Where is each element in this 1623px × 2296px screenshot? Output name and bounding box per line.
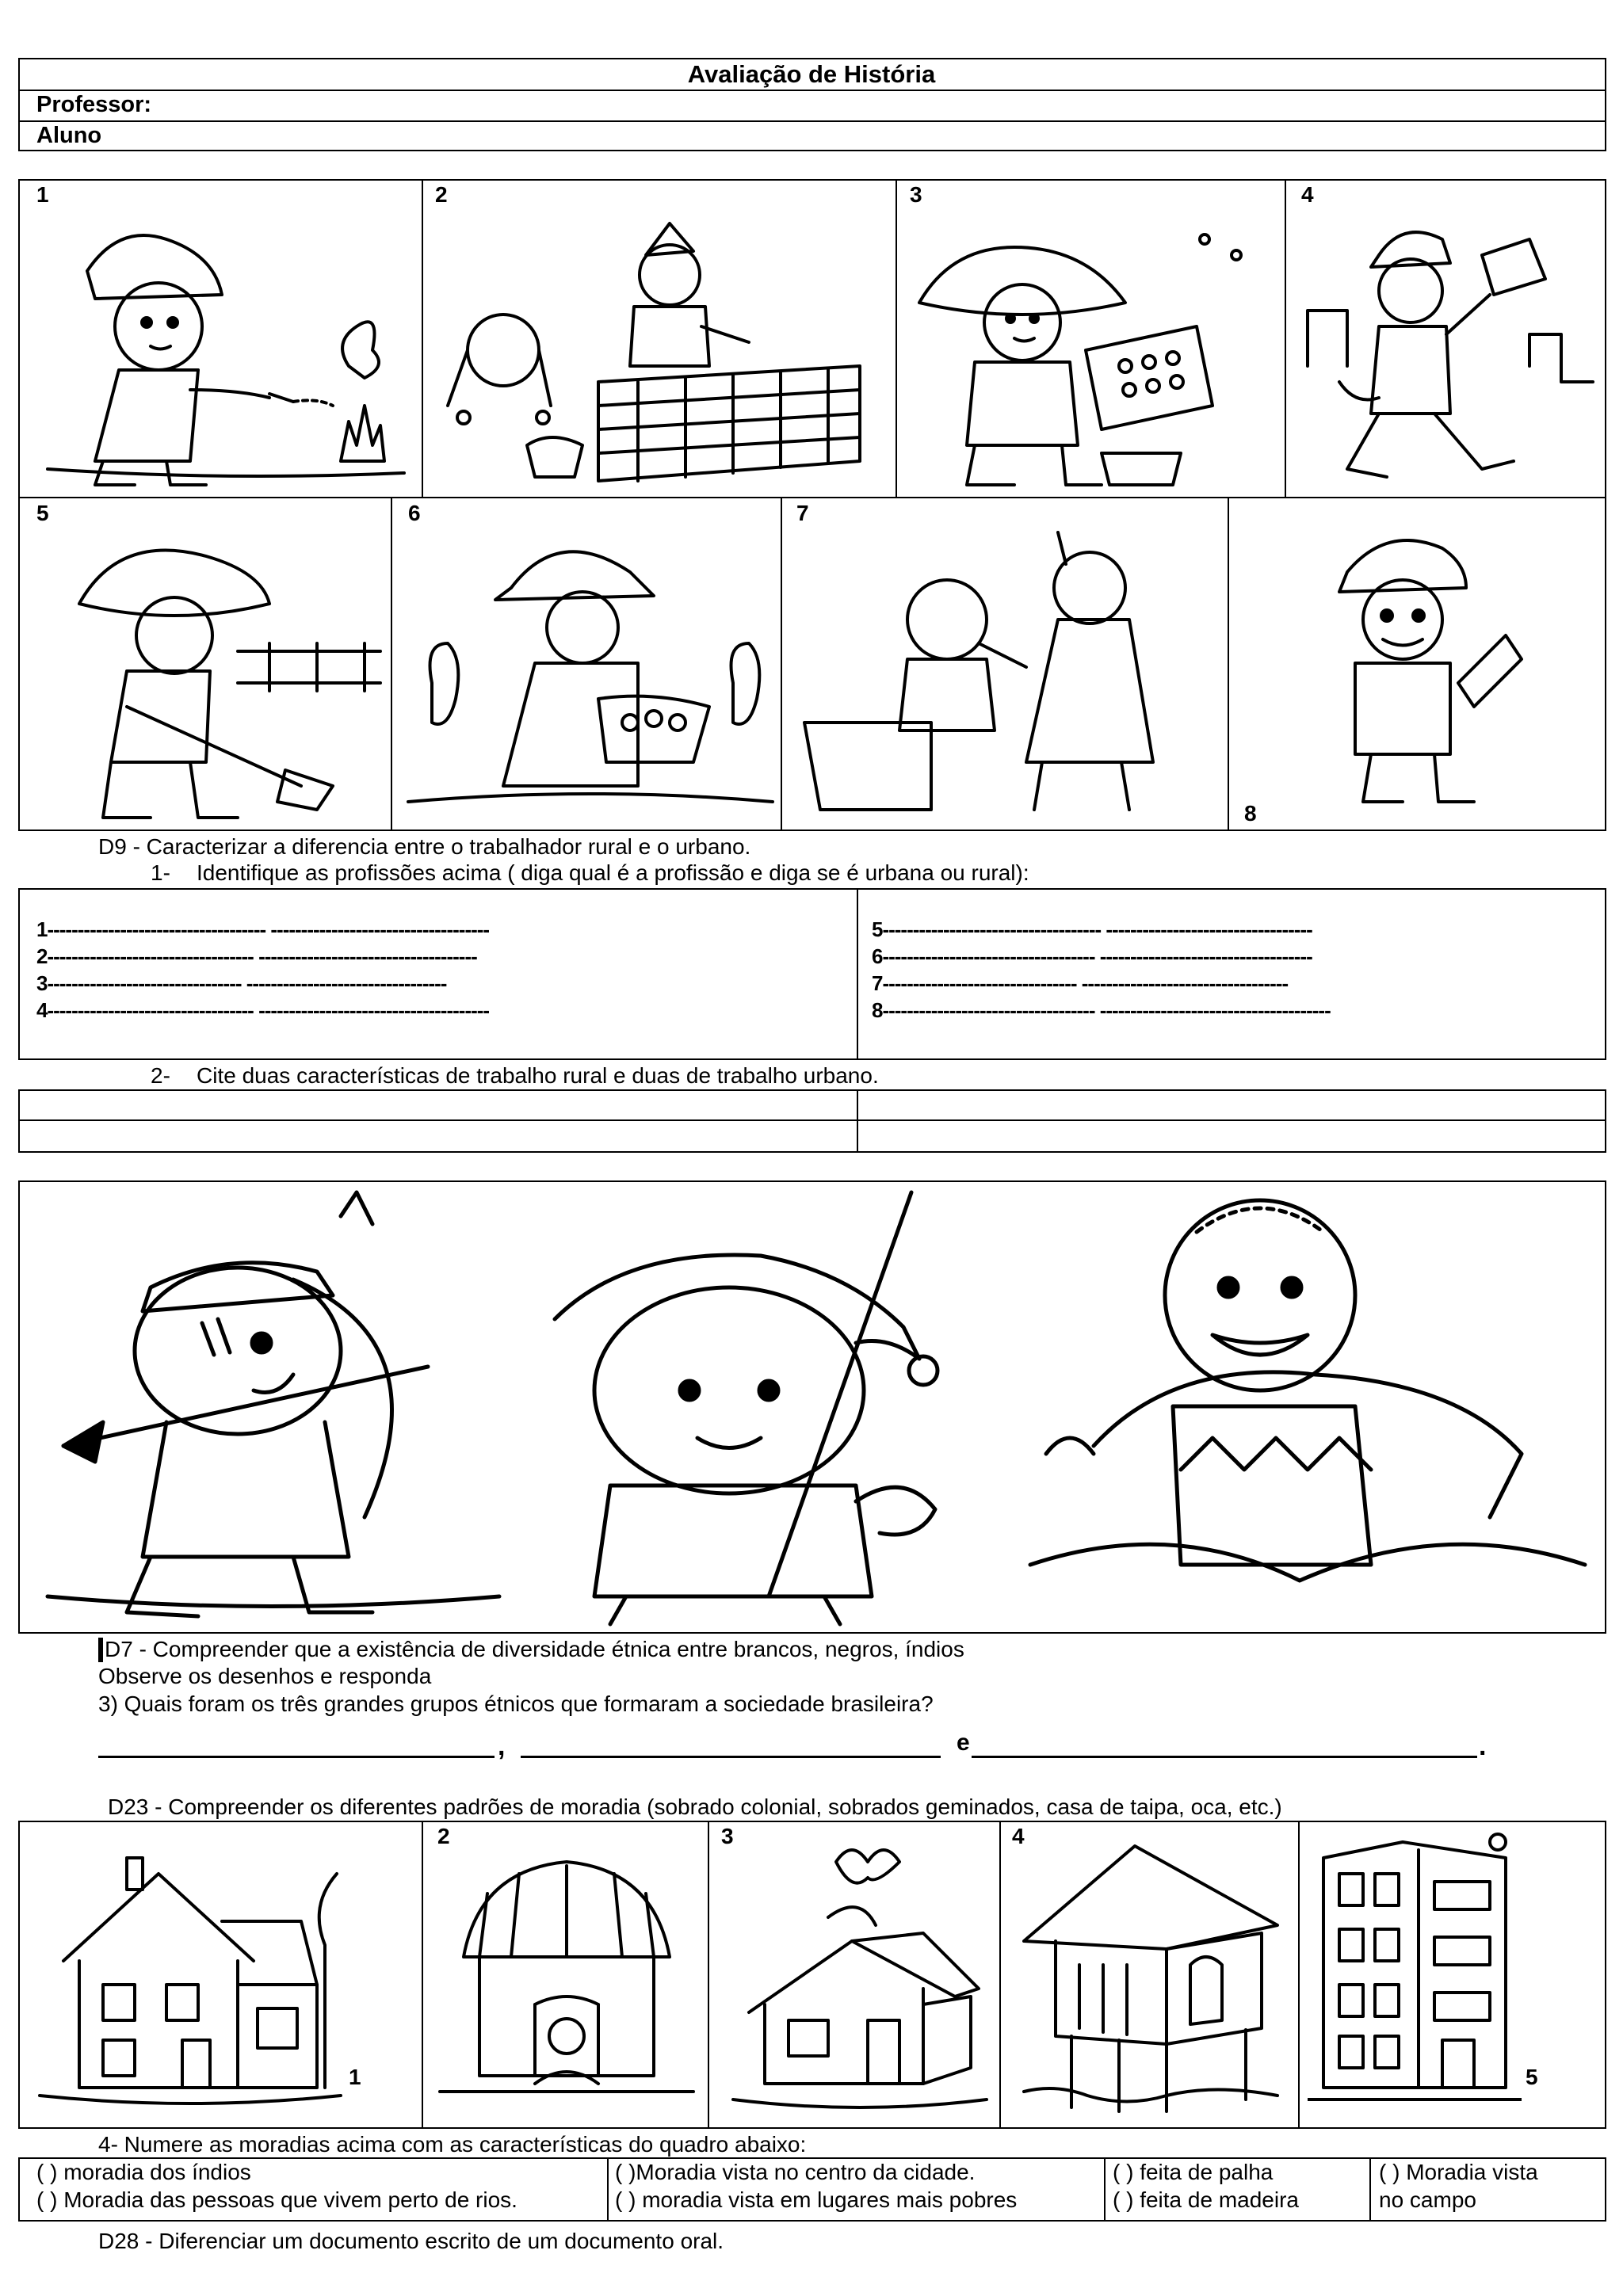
house-number: 2 — [437, 1824, 450, 1848]
grid-divider — [1369, 2157, 1371, 2222]
answer-line[interactable]: 6----------------------------------- ----------------------------------- — [872, 944, 1312, 968]
question-1-text: Identifique as profissões acima ( diga qual é a profissão e diga se é urbana ou rural): — [197, 860, 1029, 885]
answer-line[interactable]: 4---------------------------------- -------------------------------------- — [36, 998, 490, 1022]
mail-carrier-child-icon — [1292, 208, 1601, 493]
small-cottage-icon — [717, 1830, 995, 2123]
option-rios[interactable]: ( ) Moradia das pessoas que vivem perto de rios. — [36, 2187, 517, 2212]
answer-blank-3[interactable] — [972, 1756, 1477, 1758]
answer-blank-1[interactable] — [98, 1756, 495, 1758]
apartment-building-icon — [1308, 1826, 1522, 2123]
answer-period: . — [1479, 1731, 1487, 1761]
grid-divider — [18, 1119, 1606, 1121]
professor-label: Professor: — [36, 92, 152, 117]
grid-divider — [857, 888, 858, 1060]
bricklayer-child-icon — [432, 208, 888, 493]
poultry-farmer-icon — [400, 524, 774, 827]
question-1-number: 1- — [151, 860, 170, 885]
house-number: 3 — [721, 1824, 734, 1848]
indigenous-child-archer-icon — [32, 1184, 507, 1628]
picture-number: 8 — [1244, 801, 1257, 826]
dentist-icon — [789, 524, 1223, 827]
answer-line[interactable]: 8----------------------------------- -------------------------------------- — [872, 998, 1331, 1022]
question-3-text: 3) Quais foram os três grandes grupos étnicos que formaram a sociedade brasileira? — [98, 1691, 934, 1716]
firefighter-child-icon — [32, 208, 412, 493]
african-child-drummer-icon — [1014, 1184, 1601, 1628]
answer-comma: , — [498, 1731, 506, 1761]
option-indios[interactable]: ( ) moradia dos índios — [36, 2160, 251, 2184]
descriptor-d23: D23 - Compreender os diferentes padrões de moradia (sobrado colonial, sobrados geminados, casa de taipa, oca, etc.) — [108, 1794, 1282, 1819]
header-divider — [18, 90, 1606, 91]
grid-divider — [1228, 497, 1229, 831]
aluno-label: Aluno — [36, 123, 102, 148]
grid-divider — [1285, 179, 1286, 498]
grid-divider — [391, 497, 392, 831]
answer-line[interactable]: 5------------------------------------ ---------------------------------- — [872, 917, 1312, 941]
grid-divider — [422, 1821, 423, 2129]
beekeeper-child-icon — [903, 208, 1280, 493]
answer-line[interactable]: 1------------------------------------ ------------------------------------ — [36, 917, 490, 941]
grid-divider — [607, 2157, 609, 2222]
option-lugares-pobres[interactable]: ( ) moradia vista em lugares mais pobres — [615, 2187, 1018, 2212]
descriptor-d28: D28 - Diferenciar um documento escrito de um documento oral. — [98, 2229, 724, 2253]
descriptor-d9: D9 - Caracterizar a diferencia entre o trabalhador rural e o urbano. — [98, 834, 751, 859]
picture-number: 6 — [408, 501, 421, 525]
picture-number: 2 — [435, 182, 448, 207]
answer-blank-2[interactable] — [521, 1756, 941, 1758]
grid-divider — [781, 497, 782, 831]
text-cursor-mark — [98, 1638, 103, 1662]
farmer-hoeing-child-icon — [32, 524, 384, 827]
picture-number: 3 — [910, 182, 922, 207]
stilt-house-icon — [1008, 1830, 1293, 2123]
grid-divider — [422, 179, 423, 498]
picture-number: 1 — [36, 182, 49, 207]
grid-divider — [18, 497, 1606, 498]
grid-divider — [857, 1089, 858, 1153]
house-number: 1 — [349, 2065, 361, 2089]
picture-number: 4 — [1301, 182, 1314, 207]
two-story-house-icon — [32, 1826, 349, 2123]
answer-table-q2[interactable] — [18, 1089, 1606, 1153]
option-palha[interactable]: ( ) feita de palha — [1113, 2160, 1274, 2184]
option-campo-continued: no campo — [1379, 2187, 1476, 2212]
grid-divider — [1298, 1821, 1300, 2129]
option-campo[interactable]: ( ) Moradia vista — [1379, 2160, 1538, 2184]
answer-line[interactable]: 7-------------------------------- ---------------------------------- — [872, 971, 1289, 995]
picture-number: 7 — [796, 501, 809, 525]
question-2-number: 2- — [151, 1063, 170, 1088]
header-divider — [18, 120, 1606, 122]
straw-hut-oca-icon — [432, 1846, 701, 2123]
question-2-text: Cite duas características de trabalho rural e duas de trabalho urbano. — [197, 1063, 879, 1088]
grid-divider — [1104, 2157, 1106, 2222]
answer-line[interactable]: 2---------------------------------- ------------------------------------ — [36, 944, 477, 968]
grid-divider — [708, 1821, 709, 2129]
question-4-text: 4- Numere as moradias acima com as características do quadro abaixo: — [98, 2132, 807, 2157]
ethnic-instruction: Observe os desenhos e responda — [98, 1664, 432, 1688]
grid-divider — [896, 179, 897, 498]
house-number: 4 — [1012, 1824, 1025, 1848]
descriptor-d7: D7 - Compreender que a existência de diversidade étnica entre brancos, negros, índios — [105, 1637, 964, 1661]
answer-e: e — [957, 1730, 970, 1756]
answer-line[interactable]: 3-------------------------------- --------------------------------- — [36, 971, 447, 995]
fisher-child-icon — [507, 1184, 1014, 1628]
option-madeira[interactable]: ( ) feita de madeira — [1113, 2187, 1299, 2212]
engineer-child-icon — [1268, 524, 1601, 827]
option-centro-cidade[interactable]: ( )Moradia vista no centro da cidade. — [615, 2160, 976, 2184]
page-title: Avaliação de História — [687, 60, 936, 88]
grid-divider — [999, 1821, 1001, 2129]
picture-number: 5 — [36, 501, 49, 525]
house-number: 5 — [1526, 2065, 1538, 2089]
